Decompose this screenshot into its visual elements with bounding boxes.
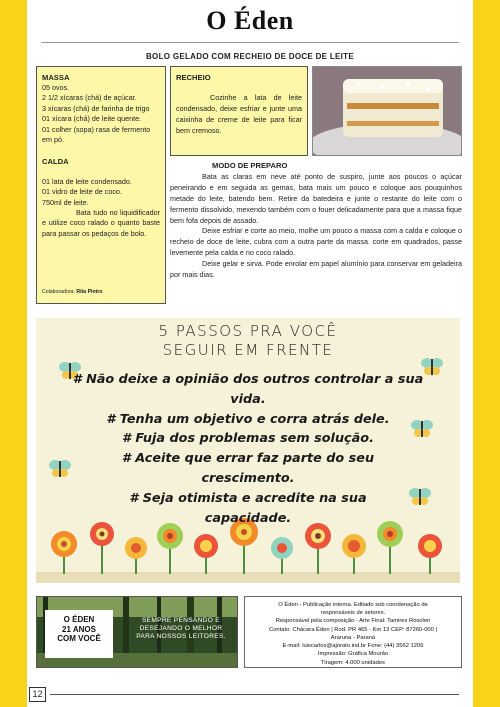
bottom-divider bbox=[50, 694, 459, 695]
calda-item: 750ml de leite. bbox=[42, 197, 89, 207]
colophon-box bbox=[244, 596, 462, 668]
step-item: # Tenha um objetivo e corra atrás dele. bbox=[106, 411, 390, 427]
collaborator-credit bbox=[42, 289, 103, 297]
steps-panel bbox=[36, 318, 460, 583]
ad-line: 21 ANOS bbox=[62, 624, 96, 634]
recheio-heading: RECHEIO bbox=[176, 73, 211, 82]
step-item: # Não deixe a opinião dos outros controlar a sua vida. bbox=[72, 372, 424, 407]
calda-item: 01 lata de leite condensado. bbox=[42, 176, 132, 186]
massa-item: 01 colher (sopa) rasa de fermento em pó. bbox=[42, 124, 151, 145]
calda-instructions: Bata tudo no liquidificador e utilize coco ralado o quanto baste para passar os pedaços de bolo. bbox=[42, 207, 160, 238]
ad-motto-line: PARA NOSSOS LEITORES. bbox=[136, 632, 226, 640]
anniversary-ad bbox=[36, 596, 238, 668]
left-yellow-bar bbox=[0, 0, 27, 707]
collaborator-name: Rita Pintro bbox=[76, 289, 103, 295]
colophon-line: Responsável pela composição - Arte Final: Tamires Rosolen bbox=[275, 618, 431, 625]
colophon-line: Impressão: Gráfica Mourão bbox=[317, 651, 389, 658]
step-item: # Seja otimista e acredite na sua capacidade. bbox=[129, 490, 367, 526]
calda-heading: CALDA bbox=[42, 156, 69, 166]
colophon-line: responsáveis de setores. bbox=[320, 610, 386, 617]
ad-label-box bbox=[45, 610, 113, 658]
flower-icon bbox=[125, 537, 147, 574]
massa-item: 05 ovos. bbox=[42, 83, 70, 92]
ad-motto-line: SEMPRE PENSANDO E bbox=[141, 617, 220, 624]
flower-icon bbox=[271, 537, 293, 574]
flower-icon bbox=[157, 523, 183, 574]
flower-icon bbox=[418, 534, 442, 574]
colophon-line: Contato: Chácara Éden | Rod. PR 465 - Km 13 CEP: 87260-000 | bbox=[269, 626, 437, 633]
massa-item: 01 xícara (chá) de leite quente. bbox=[42, 114, 142, 124]
ad-motto bbox=[129, 617, 233, 641]
flower-icon bbox=[305, 523, 331, 574]
modo-paragraph: Bata as claras em neve até ponto de suspiro, junte aos poucos o açúcar peneirando e em seguida as gemas, bata mais um pouco e coloque aos pouquinhos metade do leite, batendo bem. Retire da batedeira e junte o restante do leite com o fermento dissolvido, mexendo também com o fouer delicadamente para que a massa fique bem fofa depois de assado. bbox=[170, 172, 462, 225]
recheio-text: Cozinhe a lata de leite condensado, deixe esfriar e junte uma caixinha de creme de leite para ficar bem cremoso. bbox=[176, 92, 302, 136]
recipe-title: BOLO GELADO COM RECHEIO DE DOCE DE LEITE bbox=[145, 52, 354, 61]
page-number: 12 bbox=[29, 687, 46, 702]
ad-line: O ÉDEN bbox=[63, 615, 95, 624]
flower-icon bbox=[51, 531, 77, 574]
colophon-line: E-mail: luiscarlos@ajorato.ind.br Fone: (44) 3562 1206 bbox=[282, 643, 424, 650]
flower-icon bbox=[194, 534, 218, 574]
modo-paragraph: Deixe gelar e sirva. Pode enrolar em papel alumínio para conservar em geladeira por mais dias. bbox=[170, 258, 462, 279]
colophon-line: Tiragem: 4.000 unidades bbox=[321, 659, 385, 666]
filling-box bbox=[170, 66, 308, 156]
flower-icon bbox=[377, 521, 403, 574]
steps-list bbox=[36, 370, 460, 529]
ingredients-box bbox=[36, 66, 166, 304]
preparation-section bbox=[170, 160, 462, 280]
colophon-line: O Éden - Publicação interna. Editado sob coordenação de bbox=[278, 602, 428, 608]
flower-icon bbox=[342, 534, 366, 574]
modo-heading: MODO DE PREPARO bbox=[212, 161, 288, 170]
title-divider bbox=[41, 42, 459, 43]
collaborator-label: Colaboradora: bbox=[42, 289, 75, 295]
massa-heading: MASSA bbox=[42, 73, 70, 82]
steps-title-line: 5 PASSOS PRA VOCÊ bbox=[158, 322, 338, 340]
calda-item: 01 vidro de leite de coco. bbox=[42, 187, 122, 197]
step-item: # Aceite que errar faz parte do seu crescimento. bbox=[121, 451, 375, 487]
steps-title bbox=[36, 322, 460, 360]
right-yellow-bar bbox=[473, 0, 500, 707]
flower-icon bbox=[90, 522, 114, 574]
steps-title-line: SEGUIR EM FRENTE bbox=[162, 340, 334, 359]
cake-photo bbox=[312, 66, 462, 156]
page-title: O Éden bbox=[206, 6, 294, 35]
ad-line: COM VOCÊ bbox=[57, 634, 101, 644]
colophon-line: Araruna - Paraná bbox=[330, 634, 376, 641]
modo-paragraph: Deixe esfriar e corte ao meio, molhe um pouco a massa com a calda e coloque o recheio de doce de leite, cubra com a outra parte da massa. corte em quadrados, passe levemente pela calda e no coco ralado. bbox=[170, 226, 462, 257]
step-item: # Fuja dos problemas sem solução. bbox=[122, 431, 374, 447]
ad-motto-line: DESEJANDO O MELHOR bbox=[139, 624, 223, 632]
massa-item: 2 1/2 xícaras (chá) de açúcar. bbox=[42, 93, 137, 103]
massa-item: 3 xícaras (chá) de farinha de trigo bbox=[42, 103, 150, 113]
